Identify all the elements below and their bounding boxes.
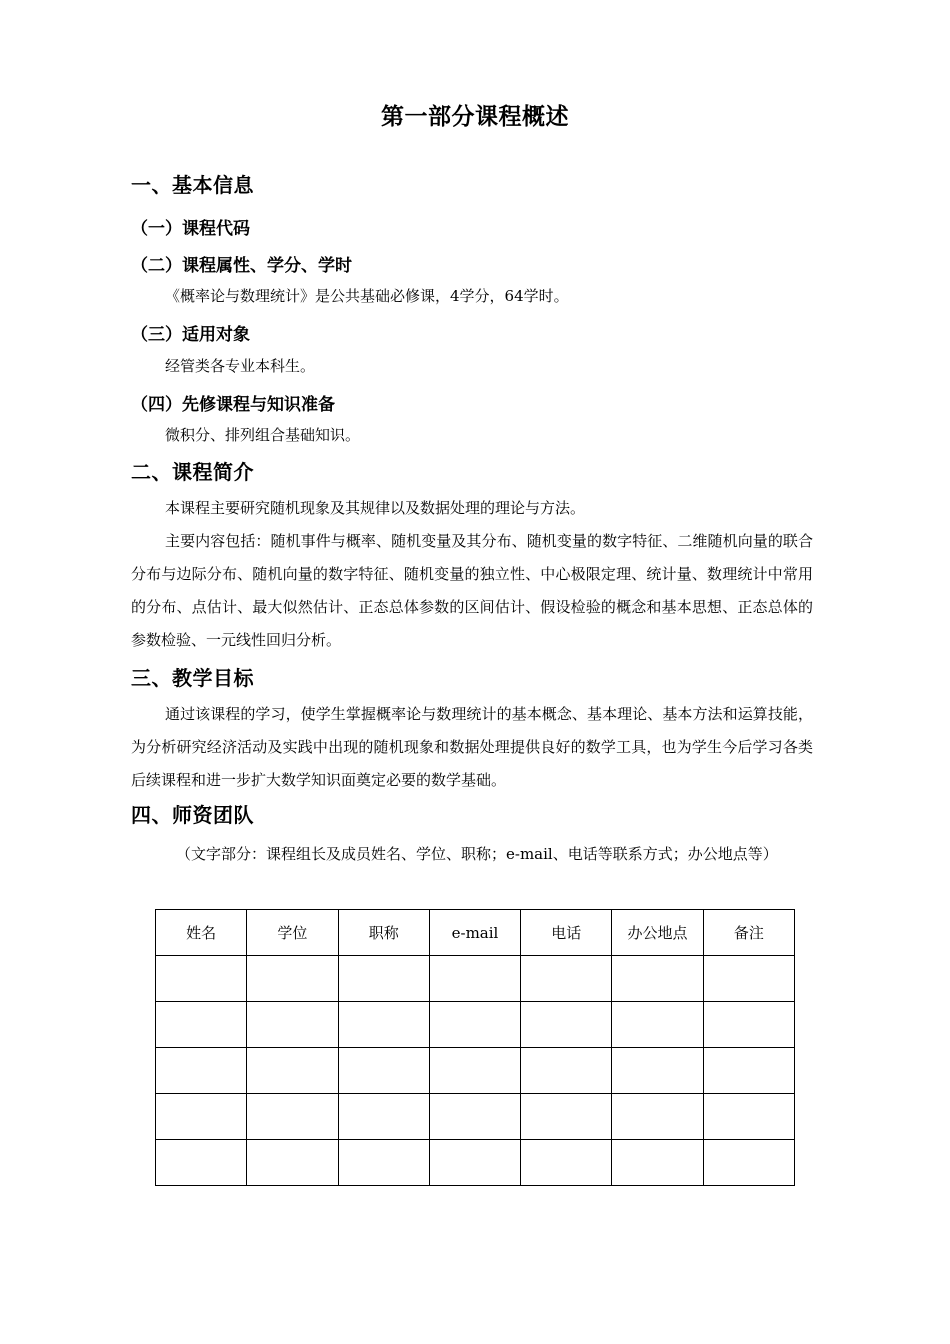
team-note: （文字部分：课程组长及成员姓名、学位、职称；e-mail、电话等联系方式；办公地点等） xyxy=(176,845,778,863)
header-office: 办公地点 xyxy=(612,910,703,956)
table-cell xyxy=(429,1048,520,1094)
table-cell xyxy=(156,956,247,1002)
table-cell xyxy=(247,956,338,1002)
table-row xyxy=(156,1002,795,1048)
table-cell xyxy=(338,1140,429,1186)
table-cell xyxy=(247,1140,338,1186)
table-cell xyxy=(612,1140,703,1186)
table-cell xyxy=(247,1002,338,1048)
header-phone: 电话 xyxy=(521,910,612,956)
table-cell xyxy=(521,1002,612,1048)
table-cell xyxy=(612,1094,703,1140)
table-cell xyxy=(338,1002,429,1048)
table-cell xyxy=(429,956,520,1002)
section-goals-heading: 三、教学目标 xyxy=(131,666,254,690)
table-cell xyxy=(156,1094,247,1140)
table-cell xyxy=(156,1140,247,1186)
header-email: e-mail xyxy=(429,910,520,956)
table-row xyxy=(156,1094,795,1140)
header-remarks: 备注 xyxy=(703,910,794,956)
attr-text: 《概率论与数理统计》是公共基础必修课，4学分，64学时。 xyxy=(165,287,569,305)
table-cell xyxy=(338,956,429,1002)
table-cell xyxy=(703,1094,794,1140)
table-cell xyxy=(703,1140,794,1186)
table-cell xyxy=(247,1094,338,1140)
subsection-prereq-heading: （四）先修课程与知识准备 xyxy=(131,395,335,415)
table-cell xyxy=(612,956,703,1002)
prereq-text: 微积分、排列组合基础知识。 xyxy=(165,426,361,444)
table-cell xyxy=(703,1002,794,1048)
table-cell xyxy=(247,1048,338,1094)
section-team-heading: 四、师资团队 xyxy=(131,803,254,827)
page-title: 第一部分课程概述 xyxy=(381,104,569,130)
table-header-row xyxy=(156,910,795,956)
table-cell xyxy=(156,1048,247,1094)
table-cell xyxy=(703,956,794,1002)
table-cell xyxy=(521,1048,612,1094)
section-intro-heading: 二、课程简介 xyxy=(131,460,254,484)
audience-text: 经管类各专业本科生。 xyxy=(165,357,316,375)
table-row xyxy=(156,956,795,1002)
table-cell xyxy=(521,1094,612,1140)
table-cell xyxy=(703,1048,794,1094)
table-row xyxy=(156,1048,795,1094)
table-cell xyxy=(612,1048,703,1094)
header-name: 姓名 xyxy=(156,910,247,956)
section-basic-heading: 一、基本信息 xyxy=(131,173,254,197)
subsection-attr-heading: （二）课程属性、学分、学时 xyxy=(131,256,352,276)
header-title: 职称 xyxy=(338,910,429,956)
table-cell xyxy=(338,1094,429,1140)
intro-paragraph-1: 本课程主要研究随机现象及其规律以及数据处理的理论与方法。 xyxy=(165,499,586,517)
table-cell xyxy=(338,1048,429,1094)
table-cell xyxy=(612,1002,703,1048)
subsection-code-heading: （一）课程代码 xyxy=(131,219,250,239)
table-cell xyxy=(429,1140,520,1186)
goals-paragraph: 通过该课程的学习，使学生掌握概率论与数理统计的基本概念、基本理论、基本方法和运算技能，为分析研究经济活动及实践中出现的随机现象和数据处理提供良好的数学工具，也为学生今后学习各类后续课程和进一步扩大数学知识面奠定必要的数学基础。 xyxy=(131,705,813,789)
table-row xyxy=(156,1140,795,1186)
intro-paragraph-2: 主要内容包括：随机事件与概率、随机变量及其分布、随机变量的数字特征、二维随机向量的联合分布与边际分布、随机向量的数字特征、随机变量的独立性、中心极限定理、统计量、数理统计中常用的分布、点估计、最大似然估计、正态总体参数的区间估计、假设检验的概念和基本思想、正态总体的参数检验、一元线性回归分析。 xyxy=(131,532,813,649)
table-cell xyxy=(521,1140,612,1186)
table-cell xyxy=(521,956,612,1002)
team-table xyxy=(155,909,795,1186)
table-cell xyxy=(429,1094,520,1140)
subsection-audience-heading: （三）适用对象 xyxy=(131,325,250,345)
header-degree: 学位 xyxy=(247,910,338,956)
table-cell xyxy=(156,1002,247,1048)
table-cell xyxy=(429,1002,520,1048)
